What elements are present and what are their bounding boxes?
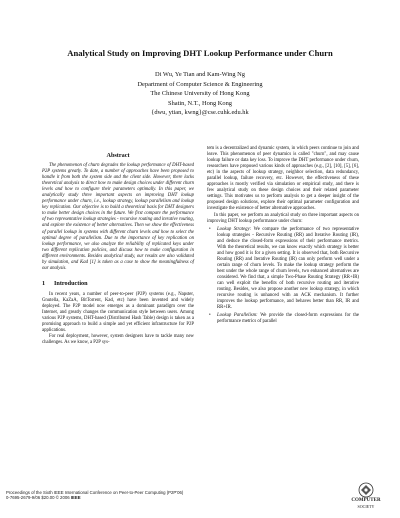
logo-line-1: COMPUTER <box>351 498 381 503</box>
author-block <box>0 70 400 118</box>
society-emblem-icon <box>342 482 390 498</box>
email: {dwu, ytian, kwng}@cse.cuhk.edu.hk <box>151 109 249 117</box>
footer-isbn: 0-7695-2679-9/06 $20.00 © 2006 <box>6 495 70 501</box>
section-heading-introduction <box>42 280 194 288</box>
page-footer <box>6 490 306 501</box>
section-title: Introduction <box>54 279 88 287</box>
location: Shatin, N.T., Hong Kong <box>168 99 232 107</box>
body-paragraph-1: tem is a decentralized and dynamic system, in which peers continue to join and leave. This phenomenon of peer dynamics is called "churn", and may cause lookup failure or data key loss. To improve the DHT performance under churn, researchers have proposed various kinds of approaches (e.g., [2], [10], [5], [6], etc) in the aspects of lookup strategy, neighbor selection, data redundancy, parallel lookup, failure recovery, etc. However, the effectiveness of these approaches is mostly verified via simulation or empirical study, and there is few analytical study on these design choices and their related parameter settings. This motivates us to perform analysis to get a deeper insight of the proposed design solutions, explore their optimal parameter configuration and investigate the existence of better alternative approaches. <box>207 146 359 212</box>
paper-title: Analytical Study on Improving DHT Lookup Performance under Churn <box>67 48 333 58</box>
right-column <box>207 146 359 327</box>
bullet-icon: • <box>209 313 211 319</box>
body-paragraph-2: In this paper, we perform an analytical study on three important aspects on improving DHT lookup performance under churn: <box>207 212 359 224</box>
list-item <box>209 226 359 312</box>
ieee-logo: IEEE <box>70 495 81 501</box>
bullet-label: Lookup Strategy: <box>217 226 252 232</box>
bullet-label: Lookup Parallelism: <box>217 313 258 319</box>
section-number: 1 <box>42 279 46 287</box>
contribution-list <box>207 227 359 326</box>
author-names: Di Wu, Ye Tian and Kam-Wing Ng <box>155 71 245 78</box>
bullet-text: We compare the performance of two representative lookup strategies - Recursive Routing (RR) and Iterative Routing (IR), and deduce the closed-form expressions of their performance metrics. With the theoretical results, we can know exactly which strategy is better and how good it is for a given setting. It is observed that, both Recursive Routing (RR) and Iterative Routing (IR) can only perform well under a certain range of churn levels. To make the lookup strategy perform the best under the whole range of churn levels, two enhanced alternatives are considered. We find that, a simple Two-Phase Routing Strategy (RR+IR) can well exploit the benefits of both recursive routing and iterative routing. Besides, we also propose another new lookup strategy, in which recursive routing is unhanced with an ACK mechanism. It further improves the lookup performance, and behaves better than RR, IR and RR+IR. <box>217 226 359 311</box>
left-column <box>42 152 194 346</box>
intro-paragraph-2: For real deployment, however, system designers have to tackle many new challenges. As we know, a P2P sys- <box>42 334 194 346</box>
bullet-text: We provide the closed-form expressions for the performance metrics of parallel <box>217 313 360 325</box>
department: Department of Computer Science & Engineering <box>137 80 263 88</box>
abstract-heading: Abstract <box>106 152 130 159</box>
abstract-text: The phenomenon of churn degrades the lookup performance of DHT-based P2P systems greatly. To date, a number of approaches have been proposed to handle it from both the system side and the client side. However, there lacks theoretical analysis to direct how to make design choices under different churn levels and how to configure their parameters optimally. In this paper, we analytically study three important aspects on improving DHT lookup performance under churn, i.e., lookup strategy, lookup parallelism and lookup key replication. Our objective is to build a theoretical basis for DHT designers to make better design choices in the future. We first compare the performance of two representative lookup strategies - recursive routing and iterative routing, and explore the existence of better alternatives. Then we show the effectiveness of parallel lookup in systems with different churn levels and how to select the optimal degree of parallelism. Due to the importance of key replication on lookup performance, we also analyze the reliability of replicated keys under two different replication policies, and discuss how to make configuration in different environments. Besides analytical study, our results are also validated by simulation, and Kad [1] is taken as a case to show the meaningfulness of our analysis. <box>42 163 194 271</box>
logo-line-2: SOCIETY <box>357 503 375 509</box>
bullet-icon: • <box>209 226 211 232</box>
list-item <box>209 313 360 325</box>
footer-isbn-line <box>6 495 306 500</box>
footer-proceedings: Proceedings of the Sixth IEEE International Conference on Peer-to-Peer Computing (P2P'06) <box>6 490 184 495</box>
university: The Chinese University of Hong Kong <box>150 90 250 98</box>
intro-paragraph-1: In recent years, a number of peer-to-peer (P2P) systems (e.g., Napster, Gnutella, KaZaA, BitTorrent, Kad, etc) have been invented and widely deployed. The P2P model now emerges as a dominant paradigm over the Internet, and greatly changes the communication style between users. Among various P2P systems, DHT-based (Distributed Hash Table) design is taken as a promising approach to build a simple and yet efficient infrastructure for P2P applications. <box>42 291 194 334</box>
computer-society-logo <box>342 482 390 514</box>
